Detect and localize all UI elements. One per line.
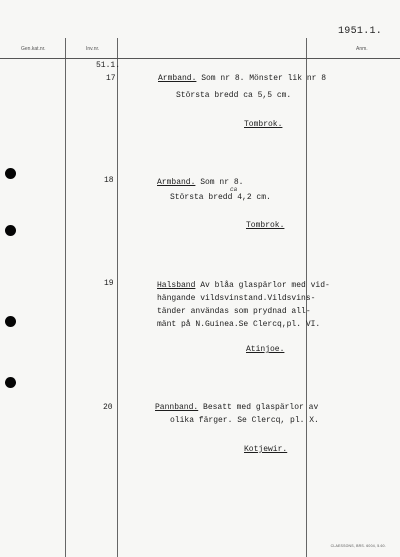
entry-line xyxy=(157,282,330,290)
punch-hole xyxy=(5,316,16,327)
series-number: 51.1. xyxy=(96,61,121,70)
entry-origin: Kotjewir. xyxy=(244,445,288,454)
header-rule xyxy=(0,58,400,59)
entry-text: Som nr 8. Mönster lik nr 8 xyxy=(196,74,327,83)
entry-line: olika färger. Se Clercq, pl. X. xyxy=(170,416,319,425)
entry-line: Största bredd ca 5,5 cm. xyxy=(176,91,292,100)
column-divider xyxy=(65,38,66,557)
column-header-inv: Inv.nr. xyxy=(86,46,100,52)
inventory-number: 19 xyxy=(104,279,114,288)
entry-line: tänder användas som prydnad all- xyxy=(157,307,311,316)
entry-origin: Tombrok. xyxy=(246,221,285,230)
entry-line xyxy=(155,404,318,412)
entry-title: Armband. xyxy=(158,74,197,83)
punch-hole xyxy=(5,168,16,179)
entry-origin: Atinjoe. xyxy=(246,345,285,354)
column-header-anm: Anm. xyxy=(356,46,368,52)
entry-text: Besatt med glaspärlor av xyxy=(198,403,319,412)
column-header-gen-kat: Gen.kat.nr. xyxy=(21,46,46,52)
entry-title: Armband. xyxy=(157,178,196,187)
entry-origin: Tombrok. xyxy=(244,120,283,129)
entry-text: Av blåa glaspärlor med vid- xyxy=(195,281,330,290)
inventory-number: 18 xyxy=(104,176,114,185)
entry-line xyxy=(158,75,326,83)
punch-hole xyxy=(5,225,16,236)
entry-line: mänt på N.Guinea.Se Clercq,pl. VI. xyxy=(157,320,321,329)
printer-mark: CLAESSONS, BRS. 6004, 5.60. xyxy=(330,544,386,548)
handwritten-correction: ca xyxy=(230,186,238,193)
punch-hole xyxy=(5,377,16,388)
inventory-number: 20 xyxy=(103,403,113,412)
year-reference: 1951.1. xyxy=(338,26,383,37)
entry-line: hängande vildsvinstand.Vildsvins- xyxy=(157,294,316,303)
inventory-number: 17 xyxy=(106,74,116,83)
column-divider xyxy=(117,38,118,557)
entry-text: Som nr 8. xyxy=(195,178,244,187)
entry-line: Största bredd 4,2 cm. xyxy=(170,193,271,202)
entry-title: Pannband. xyxy=(155,403,199,412)
entry-title: Halsband xyxy=(157,281,196,290)
